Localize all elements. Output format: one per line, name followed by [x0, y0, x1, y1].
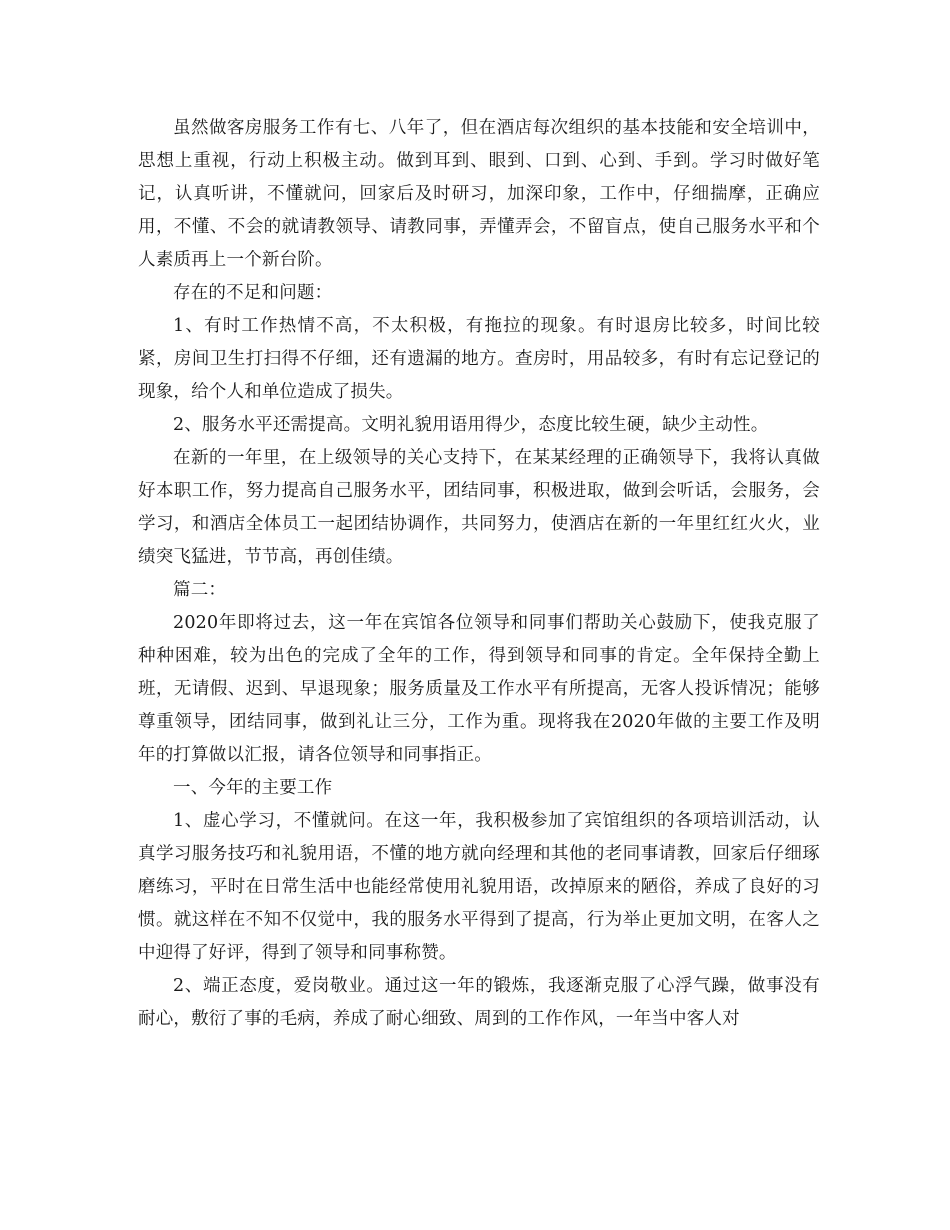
paragraph-work-item-1: 1、虚心学习，不懂就问。在这一年，我积极参加了宾馆组织的各项培训活动，认真学习服务技巧和礼貌用语，不懂的地方就向经理和其他的老同事请教，回家后仔细琢磨练习，平时在日常生活中也能经常使用礼貌用语，改掉原来的陋俗，养成了良好的习惯。就这样在不知不仅觉中，我的服务水平得到了提高，行为举止更加文明，在客人之中迎得了好评，得到了领导和同事称赞。 — [138, 811, 820, 963]
paragraph-shortcomings-heading: 存在的不足和问题： — [173, 283, 333, 303]
document-body — [138, 112, 820, 1036]
paragraph-new-year-plan: 在新的一年里，在上级领导的关心支持下，在某某经理的正确领导下，我将认真做好本职工作，努力提高自己服务水平，团结同事，积极进取，做到会听话，会服务，会学习，和酒店全体员工一起团结协调作，共同努力，使酒店在新的一年里红红火火，业绩突飞猛进，节节高，再创佳绩。 — [138, 448, 820, 567]
section-heading-main-work: 一、今年的主要工作 — [173, 778, 333, 798]
section-heading-part-two: 篇二： — [173, 580, 227, 600]
paragraph-training: 虽然做客房服务工作有七、八年了，但在酒店每次组织的基本技能和安全培训中，思想上重视，行动上积极主动。做到耳到、眼到、口到、心到、手到。学习时做好笔记，认真听讲，不懂就问，回家后及时研习，加深印象，工作中，仔细揣摩，正确应用，不懂、不会的就请教领导、请教同事，弄懂弄会，不留盲点，使自己服务水平和个人素质再上一个新台阶。 — [138, 118, 820, 270]
paragraph-shortcoming-1: 1、有时工作热情不高，不太积极，有拖拉的现象。有时退房比较多，时间比较紧，房间卫生打扫得不仔细，还有遗漏的地方。查房时，用品较多，有时有忘记登记的现象，给个人和单位造成了损失。 — [138, 316, 820, 402]
paragraph-work-item-2: 2、端正态度，爱岗敬业。通过这一年的锻炼，我逐渐克服了心浮气躁，做事没有耐心，敷衍了事的毛病，养成了耐心细致、周到的工作作风，一年当中客人对 — [138, 976, 820, 1029]
paragraph-year-summary: 2020年即将过去，这一年在宾馆各位领导和同事们帮助关心鼓励下，使我克服了种种困难，较为出色的完成了全年的工作，得到领导和同事的肯定。全年保持全勤上班，无请假、迟到、早退现象；服务质量及工作水平有所提高，无客人投诉情况；能够尊重领导，团结同事，做到礼让三分，工作为重。现将我在2020年做的主要工作及明年的打算做以汇报，请各位领导和同事指正。 — [138, 613, 820, 765]
paragraph-shortcoming-2: 2、服务水平还需提高。文明礼貌用语用得少，态度比较生硬，缺少主动性。 — [173, 415, 769, 435]
